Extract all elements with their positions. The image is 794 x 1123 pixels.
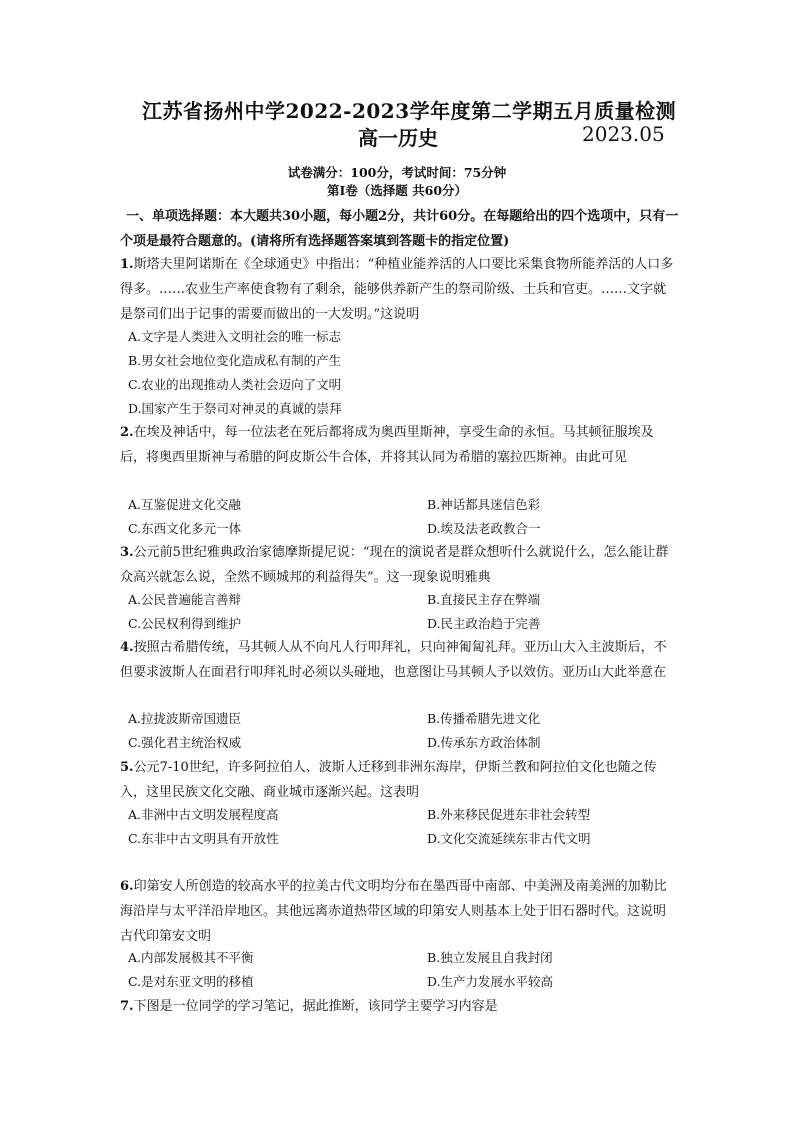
question-2-option-a[interactable]: A.互鉴促进文化交融: [128, 497, 242, 512]
part-label: 第Ⅰ卷（选择题 共60分）: [326, 183, 468, 198]
question-1-option-b[interactable]: B.男女社会地位变化造成私有制的产生: [128, 353, 342, 368]
question-6-option-d[interactable]: D.生产力发展水平较高: [427, 974, 554, 989]
question-5-option-b[interactable]: B.外来移民促进东非社会转型: [427, 807, 591, 822]
question-5-stem: 5.公元7-10世纪，许多阿拉伯人、波斯人迁移到非洲东海岸，伊斯兰教和阿拉伯文化也随之传入，这里民族文化交融、商业城市逐渐兴起。这表明: [120, 760, 657, 800]
question-3-option-b[interactable]: B.直接民主存在弊端: [427, 592, 541, 607]
question-1-option-d[interactable]: D.国家产生于祭司对神灵的真诚的崇拜: [128, 401, 342, 416]
question-5-option-a[interactable]: A.非洲中古文明发展程度高: [128, 807, 279, 822]
question-4-option-b[interactable]: B.传播希腊先进文化: [427, 711, 541, 726]
section-instruction: 一、单项选择题：本大题共30小题，每小题2分，共计60分。在每题给出的四个选项中，只有一个项是最符合题意的。(请将所有选择题答案填到答题卡的指定位置): [120, 209, 679, 249]
question-5-option-c[interactable]: C.东非中古文明具有开放性: [128, 831, 279, 846]
subject-title: 高一历史: [358, 126, 438, 150]
question-4-option-a[interactable]: A.拉拢波斯帝国遗臣: [128, 711, 242, 726]
question-5-option-d[interactable]: D.文化交流延续东非古代文明: [427, 831, 591, 846]
question-3-stem: 3.公元前5世纪雅典政治家德摩斯提尼说：“现在的演说者是群众想听什么就说什么，怎么能让群众高兴就怎么说，全然不顾城邦的利益得失”。这一现象说明雅典: [120, 545, 669, 585]
question-4-stem: 4.按照古希腊传统，马其顿人从不向凡人行叩拜礼，只向神匍匐礼拜。亚历山大入主波斯后，不但要求波斯人在面君行叩拜礼时必须以头碰地，也意图让马其顿人予以效仿。亚历山大此举意在: [120, 640, 667, 680]
exam-date: 2023.05: [582, 122, 665, 146]
question-2-option-b[interactable]: B.神话都具迷信色彩: [427, 497, 541, 512]
question-2-option-d[interactable]: D.埃及法老政教合一: [427, 521, 541, 536]
question-3-option-d[interactable]: D.民主政治趋于完善: [427, 616, 541, 631]
question-4-option-c[interactable]: C.强化君主统治权威: [128, 735, 242, 750]
question-6-option-a[interactable]: A.内部发展极其不平衡: [128, 950, 254, 965]
question-3-option-a[interactable]: A.公民普遍能言善辩: [128, 592, 242, 607]
question-6-stem: 6.印第安人所创造的较高水平的拉美古代文明均分布在墨西哥中南部、中美洲及南美洲的加勒比海沿岸与太平洋沿岸地区。其他远离赤道热带区域的印第安人则基本上处于旧石器时代。这说明古代印第安文明: [120, 879, 667, 944]
question-2-stem: 2.在埃及神话中，每一位法老在死后都将成为奥西里斯神，享受生命的永恒。马其顿征服埃及后，将奥西里斯神与希腊的阿皮斯公牛合体，并将其认同为希腊的塞拉匹斯神。由此可见: [120, 425, 654, 465]
question-3-option-c[interactable]: C.公民权利得到维护: [128, 616, 242, 631]
question-6-option-c[interactable]: C.是对东亚文明的移植: [128, 974, 254, 989]
question-4-option-d[interactable]: D.传承东方政治体制: [427, 735, 541, 750]
exam-title: 江苏省扬州中学2022-2023学年度第二学期五月质量检测: [142, 99, 677, 123]
question-1-option-a[interactable]: A.文字是人类进入文明社会的唯一标志: [128, 329, 342, 344]
question-1-option-c[interactable]: C.农业的出现推动人类社会迈向了文明: [128, 377, 342, 392]
question-1-stem: 1.斯塔夫里阿诺斯在《全球通史》中指出：“种植业能养活的人口要比采集食物所能养活的人口多得多。……农业生产率使食物有了剩余，能够供养新产生的祭司阶级、士兵和官吏。……文字就是祭司们出于记事的需要而做出的一大发明。”这说明: [120, 257, 674, 322]
question-2-option-c[interactable]: C.东西文化多元一体: [128, 521, 242, 536]
exam-info: 试卷满分：100分，考试时间：75分钟: [287, 165, 507, 180]
question-7-stem: 7.下图是一位同学的学习笔记，据此推断，该同学主要学习内容是: [120, 999, 498, 1014]
question-6-option-b[interactable]: B.独立发展且自我封闭: [427, 950, 553, 965]
